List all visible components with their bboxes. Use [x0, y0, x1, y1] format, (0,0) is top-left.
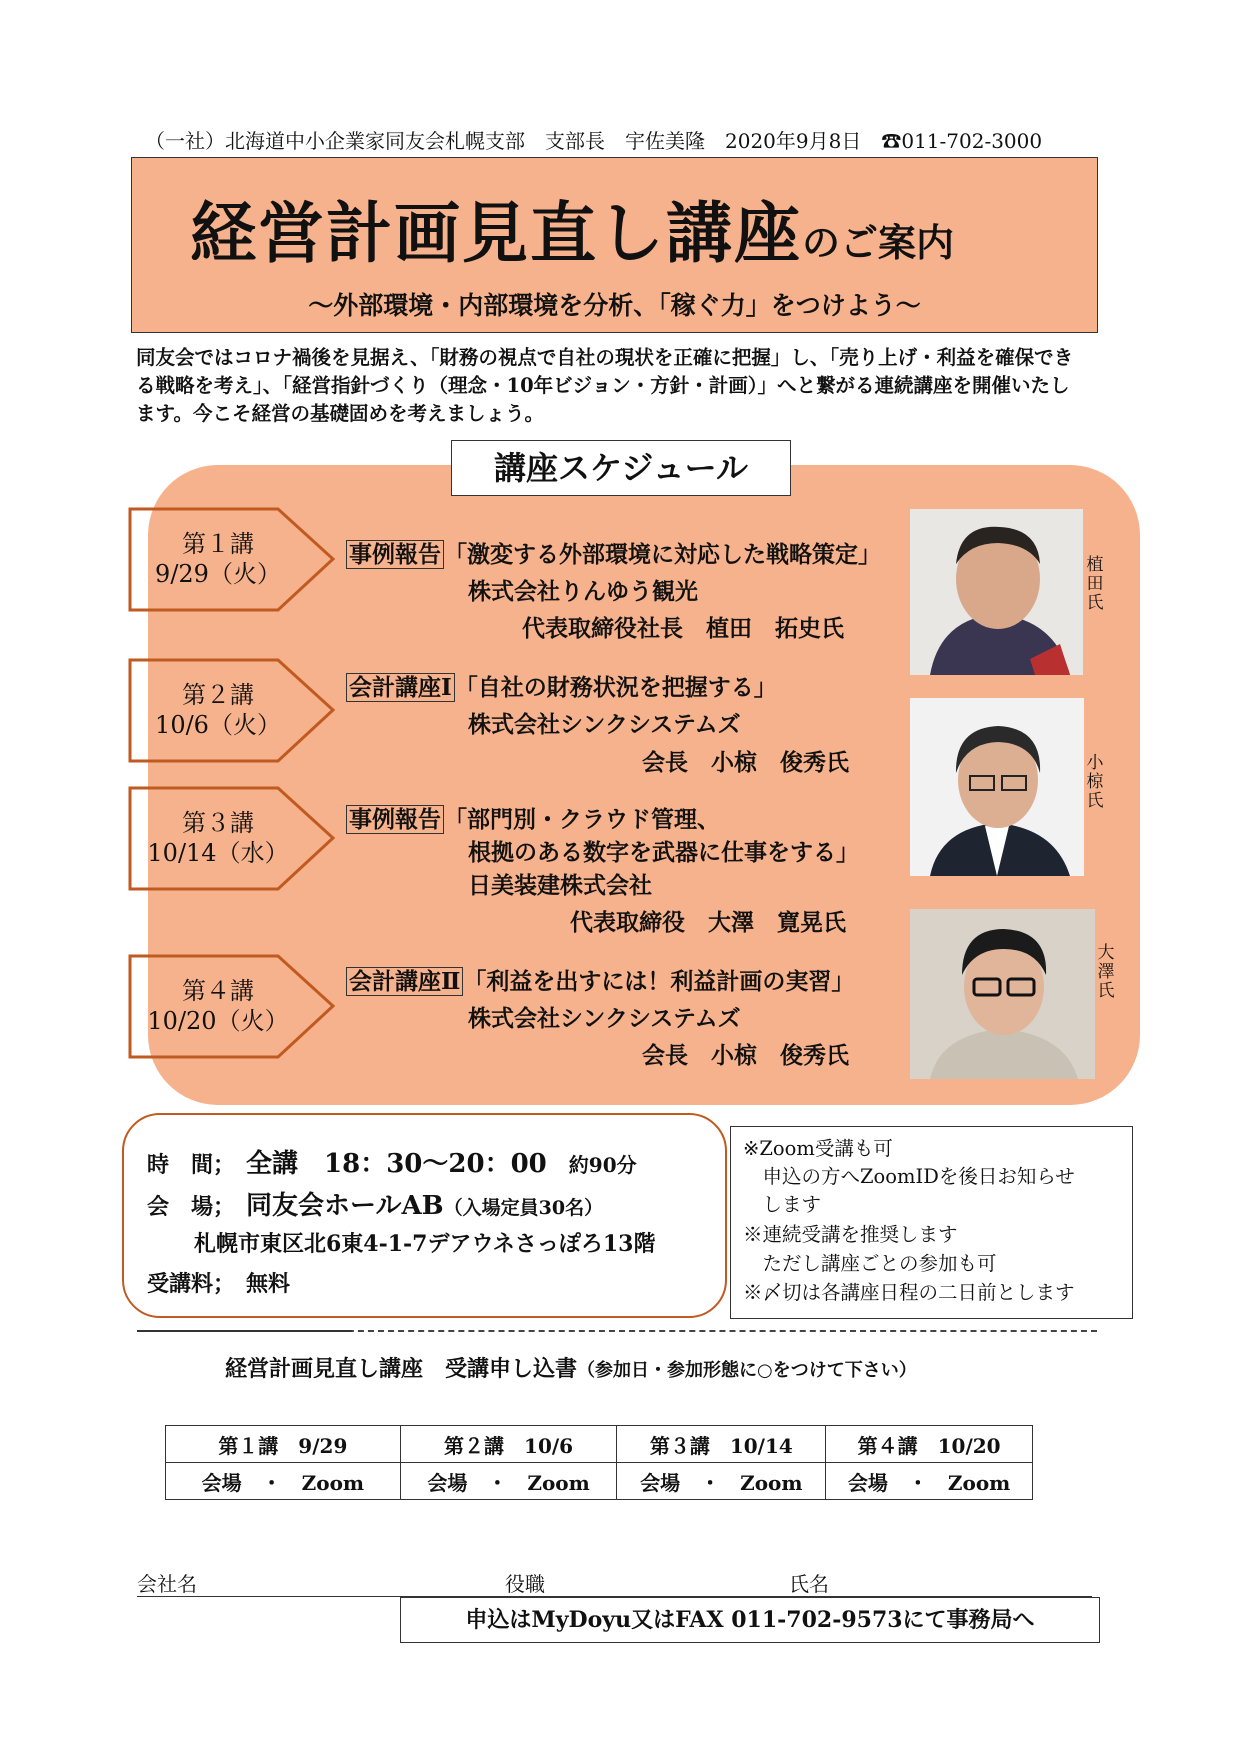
lecture-1-date: 9/29（火） — [155, 560, 281, 588]
fee-value: 無料 — [246, 1271, 291, 1297]
lecture-2-speaker: 会長 小椋 俊秀氏 — [642, 749, 849, 776]
form-title-note: （参加日・参加形態に○をつけて下さい） — [577, 1360, 917, 1381]
table-header-row — [166, 1426, 1033, 1463]
lecture-3-theme-line — [346, 801, 720, 838]
table-header-cell: 第４講 10/20 — [826, 1426, 1033, 1463]
form-title — [225, 1352, 917, 1383]
time-value: 全講 18：30～20：00 — [246, 1149, 547, 1179]
venue-value: 同友会ホールAB — [246, 1191, 444, 1221]
header-line: （一社）北海道中小企業家同友会札幌支部 支部長 宇佐美隆 2020年9月8日 ☎011-702-3000 — [145, 129, 1043, 153]
lecture-2-tag: 会計講座Ⅰ — [346, 673, 455, 702]
lecture-4-theme-line — [346, 963, 854, 1000]
apply-instructions: 申込はMyDoyu又はFAX 011-702-9573にて事務局へ — [400, 1597, 1100, 1643]
option-cell-2[interactable]: 会場 ・ Zoom — [400, 1463, 617, 1500]
name-field[interactable]: 氏名 — [789, 1572, 829, 1596]
lecture-1-speaker: 代表取締役社長 植田 拓史氏 — [522, 615, 844, 642]
time-label: 時 間； — [147, 1152, 225, 1178]
lecture-3-tag: 事例報告 — [346, 805, 444, 834]
photo-label-ogura: 小椋氏 — [1086, 753, 1104, 811]
option-cell-4[interactable]: 会場 ・ Zoom — [826, 1463, 1033, 1500]
lecture-1-company: 株式会社りんゆう観光 — [468, 578, 698, 605]
lecture-1-theme: 「激変する外部環境に対応した戦略策定」 — [444, 541, 881, 568]
signature-line — [137, 1566, 1092, 1597]
option-cell-1[interactable]: 会場 ・ Zoom — [166, 1463, 401, 1500]
note-line: 申込の方へZoomIDを後日お知らせ — [743, 1165, 1075, 1188]
page-title — [190, 180, 954, 275]
photo-label-ueda: 植田氏 — [1086, 555, 1104, 613]
lecture-3-theme2: 根拠のある数字を武器に仕事をする」 — [468, 839, 859, 866]
fee-label: 受講料； — [147, 1271, 225, 1297]
photo-label-osawa: 大澤氏 — [1097, 943, 1115, 1001]
venue-note: （入場定員30名） — [443, 1197, 604, 1219]
lecture-3-theme: 「部門別・クラウド管理、 — [444, 806, 720, 833]
note-line: します — [743, 1193, 822, 1216]
company-name-field[interactable]: 会社名 — [137, 1572, 197, 1596]
form-title-main: 経営計画見直し講座 受講申し込書 — [225, 1356, 578, 1382]
attendance-table — [165, 1425, 1033, 1500]
lecture-4-tag: 会計講座Ⅱ — [346, 967, 463, 996]
schedule-title: 講座スケジュール — [451, 440, 791, 496]
lecture-4-label — [128, 976, 308, 1036]
option-cell-3[interactable]: 会場 ・ Zoom — [617, 1463, 826, 1500]
lecture-2-theme-line — [346, 669, 777, 706]
lecture-3-date: 10/14（水） — [147, 839, 289, 867]
note-line: ※Zoom受講も可 — [743, 1137, 893, 1160]
page-subtitle: ～外部環境・内部環境を分析、「稼ぐ力」をつけよう～ — [308, 291, 921, 320]
lecture-4-company: 株式会社シンクシステムズ — [468, 1005, 741, 1032]
title-main: 経営計画見直し講座 — [190, 194, 802, 272]
position-field[interactable]: 役職 — [505, 1572, 545, 1596]
lecture-1-no: 第１講 — [182, 530, 254, 558]
table-row — [166, 1463, 1033, 1500]
lecture-4-speaker: 会長 小椋 俊秀氏 — [642, 1042, 849, 1069]
lecture-3-no: 第３講 — [182, 809, 254, 837]
time-note: 約90分 — [568, 1153, 637, 1177]
table-header-cell: 第１講 9/29 — [166, 1426, 401, 1463]
venue-address: 札幌市東区北6東4-1-7デアウネさっぽろ13階 — [194, 1231, 656, 1257]
info-venue — [147, 1185, 603, 1222]
intro-text: 同友会ではコロナ禍後を見据え、「財務の視点で自社の現状を正確に把握」し、「売り上げ・利益を確保できる戦略を考え」、「経営指針づくり（理念・10年ビジョン・方針・計画）」へと繋がる連続講座を開催いたします。今こそ経営の基礎固めを考えましょう。 — [136, 346, 1074, 425]
lecture-4-date: 10/20（火） — [147, 1007, 289, 1035]
note-line: ただし講座ごとの参加も可 — [743, 1252, 997, 1275]
notes-box — [730, 1126, 1133, 1319]
lecture-2-no: 第２講 — [182, 681, 254, 709]
table-header-cell: 第３講 10/14 — [617, 1426, 826, 1463]
lecture-2-theme: 「自社の財務状況を把握する」 — [454, 674, 777, 701]
lecture-4-theme: 「利益を出すには！利益計画の実習」 — [463, 968, 855, 995]
lecture-1-theme-line — [346, 536, 881, 573]
lecture-3-label — [128, 808, 308, 868]
lecture-2-date: 10/6（火） — [155, 711, 281, 739]
lecture-1-label — [128, 529, 308, 589]
info-fee — [147, 1267, 290, 1298]
info-time — [147, 1143, 637, 1180]
speaker-photo-ogura — [910, 698, 1084, 876]
lecture-4-no: 第４講 — [182, 977, 254, 1005]
note-line: ※連続受講を推奨します — [743, 1223, 958, 1246]
note-line: ※〆切は各講座日程の二日前とします — [743, 1281, 1075, 1304]
lecture-2-company: 株式会社シンクシステムズ — [468, 711, 741, 738]
title-box — [131, 157, 1098, 333]
title-suffix: のご案内 — [802, 220, 955, 265]
lecture-3-company: 日美装建株式会社 — [468, 872, 652, 899]
table-header-cell: 第２講 10/6 — [400, 1426, 617, 1463]
cut-line-solid — [137, 1330, 352, 1332]
lecture-3-speaker: 代表取締役 大澤 寛晃氏 — [570, 909, 846, 936]
info-box — [122, 1113, 727, 1318]
speaker-photo-osawa — [910, 909, 1095, 1079]
lecture-2-label — [128, 680, 308, 740]
speaker-photo-ueda — [910, 509, 1083, 675]
venue-label: 会 場； — [147, 1194, 225, 1220]
lecture-1-tag: 事例報告 — [346, 540, 444, 569]
